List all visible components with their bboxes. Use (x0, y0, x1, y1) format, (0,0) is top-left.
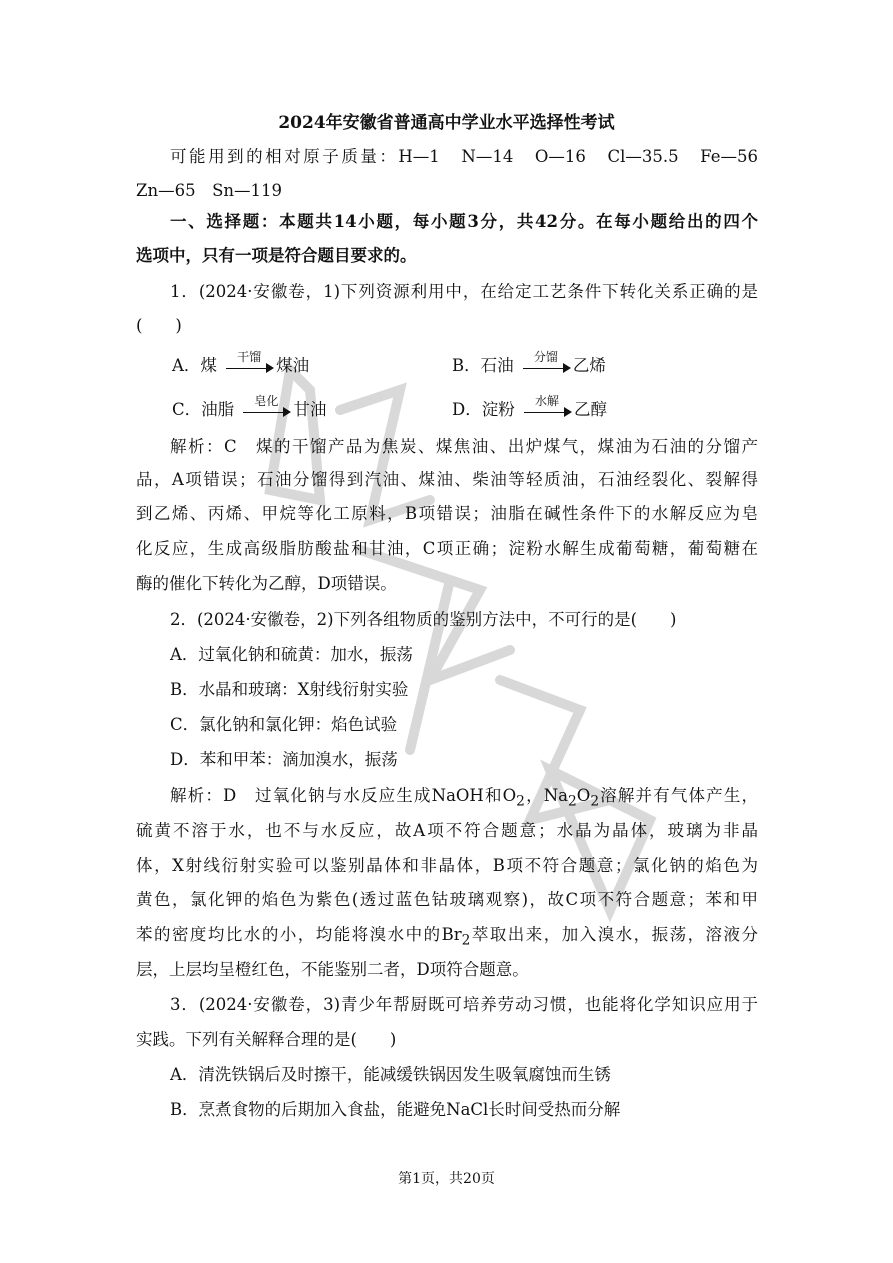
q1-stem-line-2: ( ) (136, 316, 182, 335)
q2-analysis-line-6: 层，上层均呈橙红色，不能鉴别二者，D项符合题意。 (136, 960, 529, 979)
page-title: 2024年安徽省普通高中学业水平选择性考试 (278, 113, 615, 133)
q2-option-c: C．氯化钠和氯化钾：焰色试验 (170, 715, 398, 734)
q1-analysis-line-4: 化反应，生成高级脂肪酸盐和甘油，C项正确；淀粉水解生成葡萄糖，葡萄糖在 (136, 539, 758, 558)
section-heading-line-2: 选项中，只有一项是符合题目要求的。 (136, 246, 417, 265)
q1-option-b: B．石油 分馏 乙烯 (452, 349, 606, 375)
reaction-arrow: 水解 (522, 401, 572, 421)
q3-stem-line-2: 实践。下列有关解释合理的是( ) (136, 1030, 397, 1049)
q2-stem: 2．(2024·安徽卷，2)下列各组物质的鉴别方法中，不可行的是( ) (170, 610, 677, 629)
atomic-mass-line-1: 可能用到的相对原子质量：H—1 N—14 O—16 Cl—35.5 Fe—56 (170, 147, 758, 166)
q1-analysis-line-1: 解析：C 煤的干馏产品为焦炭、煤焦油、出炉煤气，煤油为石油的分馏产 (170, 437, 758, 456)
page-footer: 第1页，共20页 (398, 1171, 495, 1187)
q2-analysis-line-5: 苯的密度均比水的小，均能将溴水中的$Br_2$萃取出来，加入溴水，振荡，溶液分 (136, 925, 759, 949)
q3-stem-line-1: 3．(2024·安徽卷，3)青少年帮厨既可培养劳动习惯，也能将化学知识应用于 (170, 995, 758, 1014)
q2-analysis-line-3: 体，X射线衍射实验可以鉴别晶体和非晶体，B项不符合题意；氯化钠的焰色为 (136, 856, 758, 875)
atomic-mass-line-2: Zn—65 Sn—119 (136, 181, 283, 200)
q1-option-d: D．淀粉 水解 乙醇 (452, 393, 607, 419)
q3-option-b: B．烹煮食物的后期加入食盐，能避免NaCl长时间受热而分解 (170, 1100, 621, 1119)
q1-option-c: C．油脂 皂化 甘油 (172, 393, 327, 419)
reaction-arrow: 分馏 (521, 357, 571, 377)
q2-option-d: D．苯和甲苯：滴加溴水，振荡 (170, 750, 398, 769)
q2-analysis-line-2: 硫黄不溶于水，也不与水反应，故A项不符合题意；水晶为晶体，玻璃为非晶 (136, 821, 758, 840)
reaction-arrow: 皂化 (241, 401, 291, 421)
q1-analysis-line-3: 到乙烯、丙烯、甲烷等化工原料，B项错误；油脂在碱性条件下的水解反应为皂 (136, 504, 758, 523)
q1-analysis-line-2: 品，A项错误；石油分馏得到汽油、煤油、柴油等轻质油，石油经裂化、裂解得 (136, 470, 758, 489)
q2-option-b: B．水晶和玻璃：X射线衍射实验 (170, 680, 409, 699)
section-heading-line-1: 一、选择题：本题共14小题，每小题3分，共42分。在每小题给出的四个 (170, 212, 758, 231)
q1-analysis-line-5: 酶的催化下转化为乙醇，D项错误。 (136, 574, 397, 593)
q2-analysis-line-1: 解析：D 过氧化钠与水反应生成NaOH和$O_2$，$Na_2O_2$溶解并有气体产生， (170, 786, 759, 810)
q1-option-a: A．煤 干馏 煤油 (172, 349, 310, 375)
q1-stem-line-1: 1．(2024·安徽卷，1)下列资源利用中，在给定工艺条件下转化关系正确的是 (170, 282, 758, 301)
q2-option-a: A．过氧化钠和硫黄：加水，振荡 (170, 645, 413, 664)
q2-analysis-line-4: 黄色，氯化钾的焰色为紫色(透过蓝色钴玻璃观察)，故C项不符合题意；苯和甲 (136, 890, 758, 909)
reaction-arrow: 干馏 (224, 357, 274, 377)
q3-option-a: A．清洗铁锅后及时擦干，能减缓铁锅因发生吸氧腐蚀而生锈 (170, 1065, 611, 1084)
